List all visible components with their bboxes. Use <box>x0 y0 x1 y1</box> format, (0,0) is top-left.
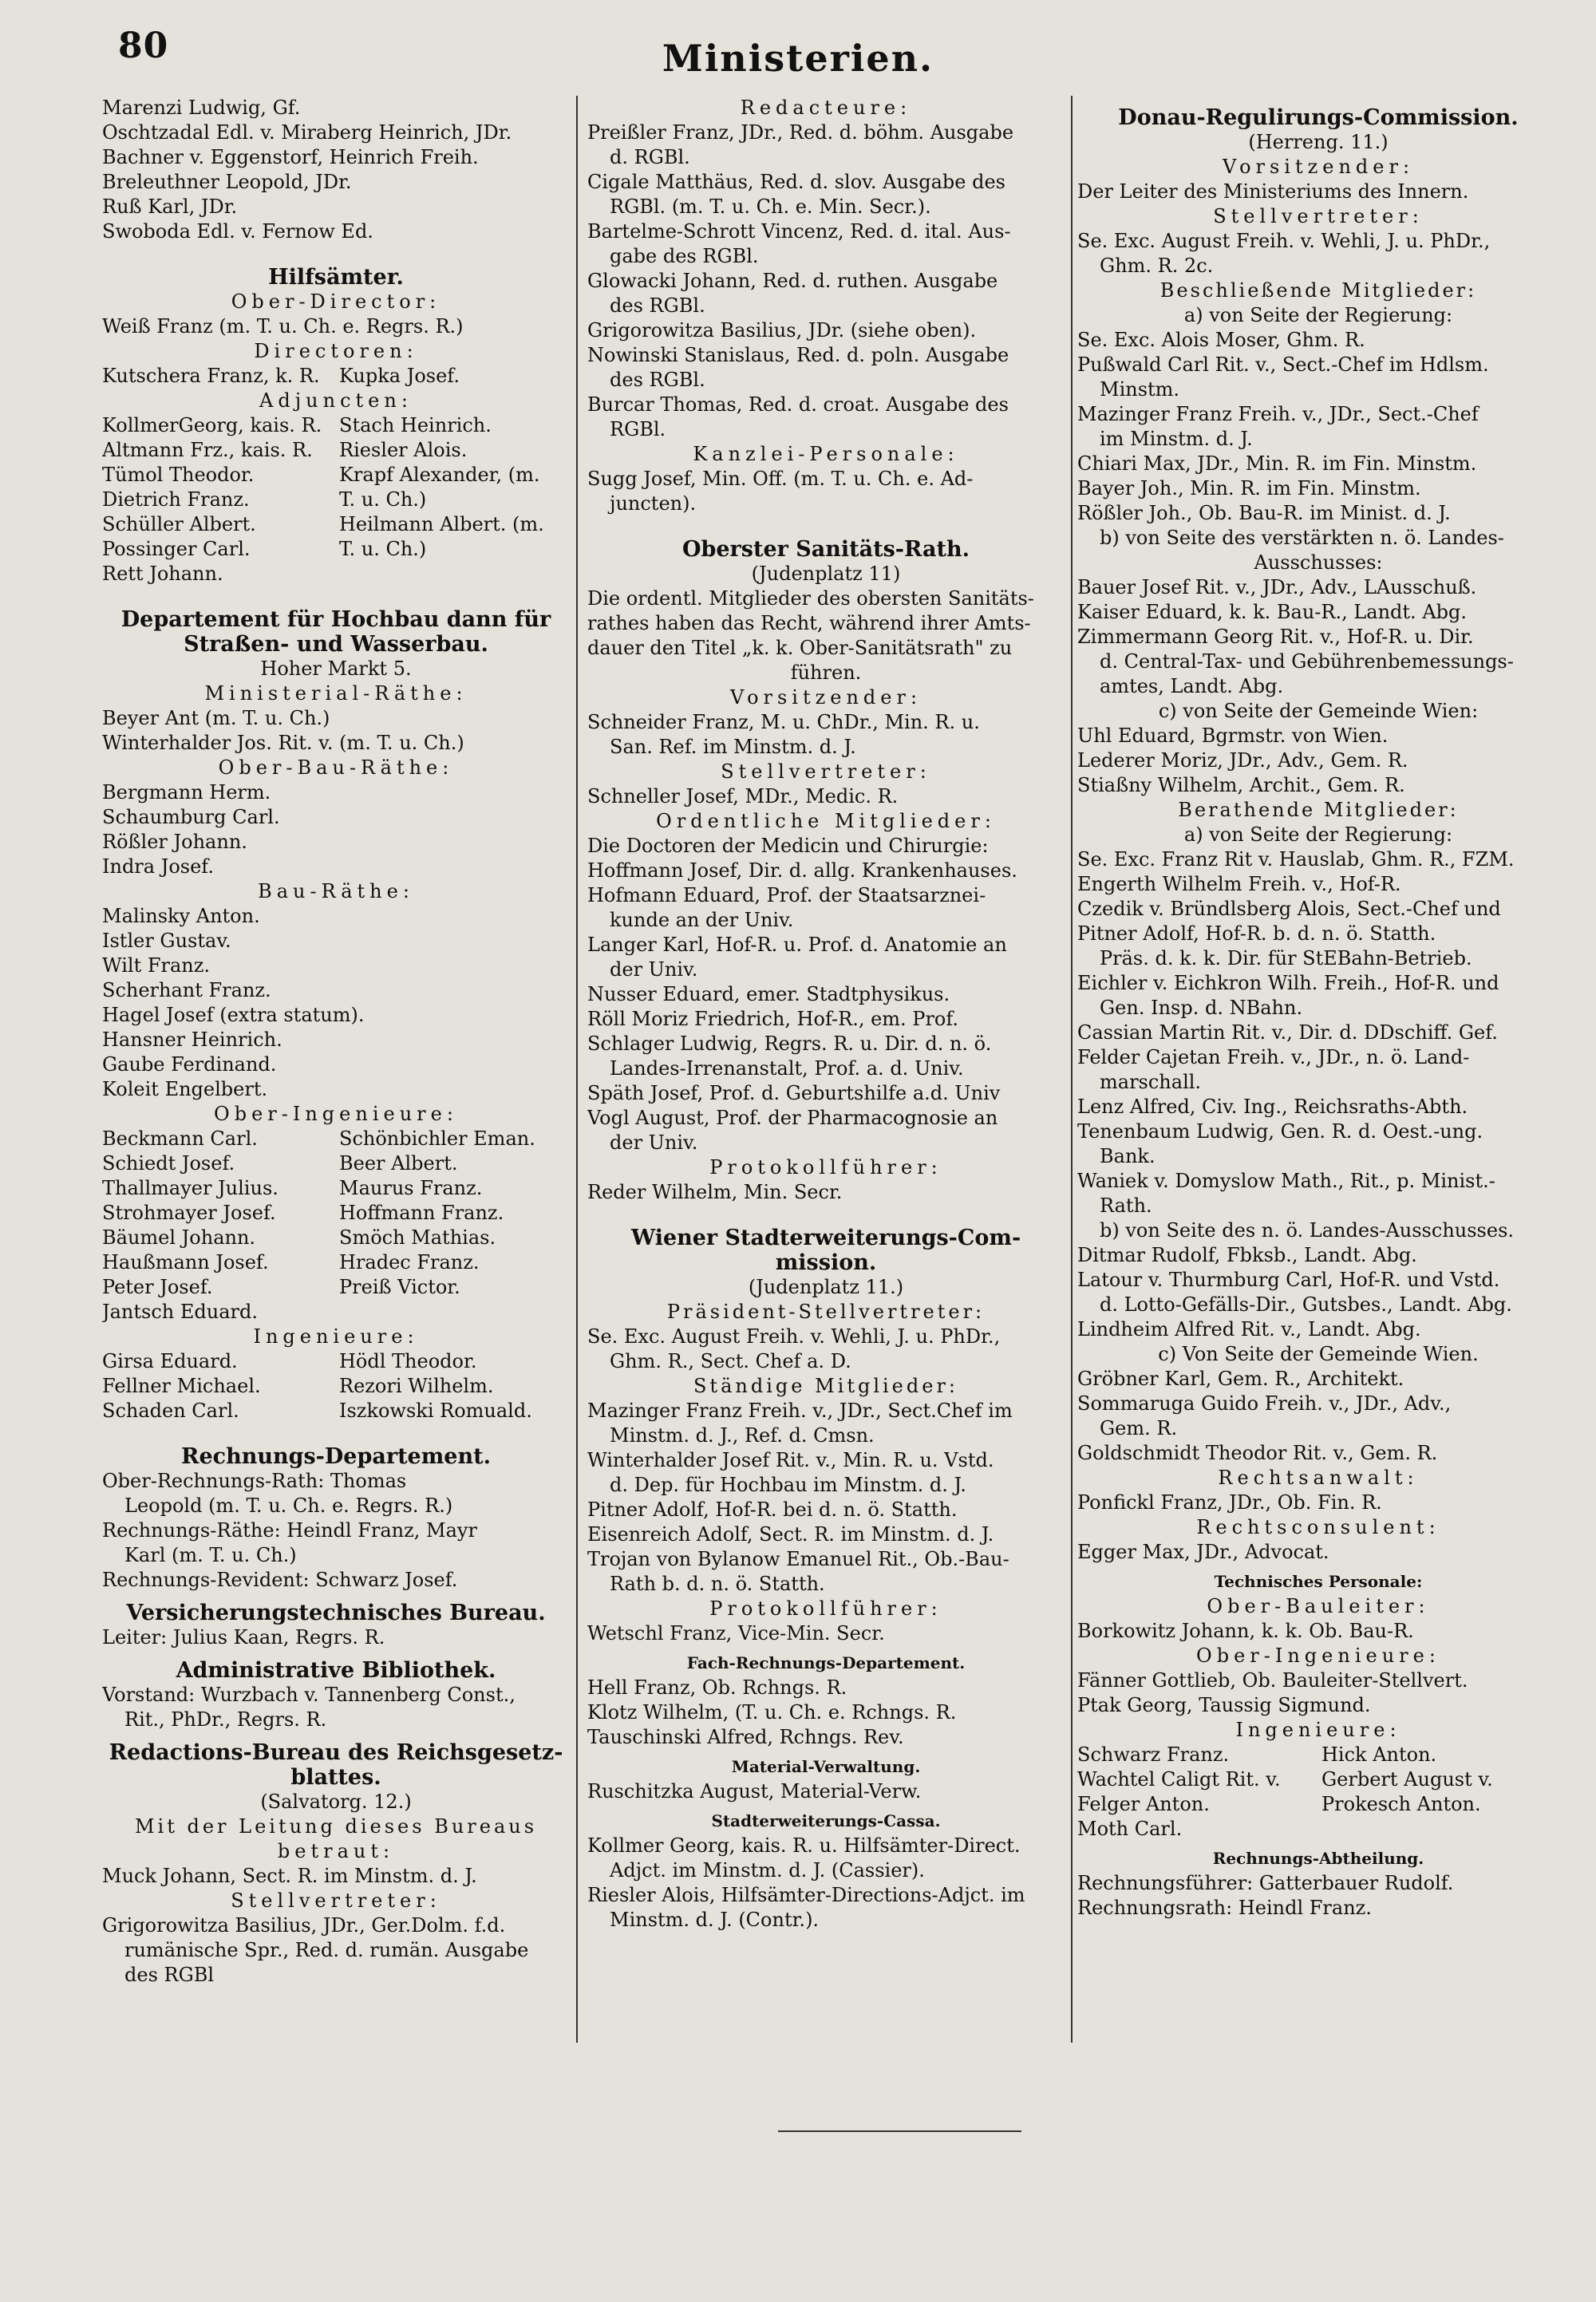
section-heading-redaction-cont: blattes. <box>290 1765 381 1790</box>
name-cell: Preiß Victor. <box>339 1276 460 1298</box>
section-heading-redaction: Redactions-Bureau des Reichsgesetz- <box>109 1740 563 1765</box>
text-line: Uhl Eduard, Bgrmstr. von Wien. <box>1077 725 1389 747</box>
text-line: der Univ. <box>610 958 698 981</box>
text-line: Späth Josef, Prof. d. Geburtshilfe a.d. Univ <box>587 1082 1001 1104</box>
text-line: Adjct. im Minstm. d. J. (Cassier). <box>610 1859 925 1881</box>
text-line: Fänner Gottlieb, Ob. Bauleiter-Stellvert. <box>1077 1669 1468 1692</box>
name-cell: Peter Josef. <box>102 1276 213 1298</box>
name-cell: Heilmann Albert. (m. <box>339 513 544 535</box>
text-line: juncten). <box>610 492 697 515</box>
text-line: Leiter: Julius Kaan, Regrs. R. <box>102 1626 385 1649</box>
subheading: Ober-Director: <box>231 290 441 313</box>
subheading: Vorsitzender: <box>1222 156 1415 178</box>
name-cell: T. u. Ch.) <box>339 538 427 560</box>
text-line: betraut: <box>277 1840 395 1862</box>
two-col-row <box>102 1275 570 1300</box>
two-col-row <box>102 562 570 586</box>
name-line: Wilt Franz. <box>102 954 211 977</box>
subheading: Rechtsconsulent: <box>1196 1516 1440 1538</box>
subheading: Stellvertreter: <box>721 760 931 783</box>
text-line: rumänische Spr., Red. d. rumän. Ausgabe <box>124 1939 529 1961</box>
section-heading-versicherung: Versicherungstechnisches Bureau. <box>126 1601 546 1625</box>
text-line: im Minstm. d. J. <box>1100 428 1253 450</box>
name-line: Gaube Ferdinand. <box>102 1053 277 1076</box>
text-line: Winterhalder Josef Rit. v., Min. R. u. Vstd. <box>587 1449 994 1471</box>
two-col-row <box>102 1201 570 1226</box>
text-line: Goldschmidt Theodor Rit. v., Gem. R. <box>1077 1442 1438 1464</box>
name-line: Swoboda Edl. v. Fernow Ed. <box>102 220 373 243</box>
name-line: Scherhant Franz. <box>102 979 271 1001</box>
section-heading-hochbau: Departement für Hochbau dann für <box>120 607 551 632</box>
name-cell: Wachtel Caligt Rit. v. <box>1077 1768 1281 1791</box>
name-cell: T. u. Ch.) <box>339 488 427 511</box>
text-line: Mazinger Franz Freih. v., JDr., Sect.-Chef <box>1077 403 1479 425</box>
text-line: Riesler Alois, Hilfsämter-Directions-Adjct. im <box>587 1884 1025 1906</box>
text-line: Trojan von Bylanow Emanuel Rit., Ob.-Bau- <box>587 1548 1009 1570</box>
text-line: Stiaßny Wilhelm, Archit., Gem. R. <box>1077 774 1405 796</box>
text-line: Gen. Insp. d. NBahn. <box>1100 997 1303 1019</box>
subheading: Redacteure: <box>740 97 912 119</box>
text-line: Se. Exc. Franz Rit v. Hauslab, Ghm. R., FZM. <box>1077 848 1515 871</box>
group-label: c) Von Seite der Gemeinde Wien. <box>1158 1343 1479 1365</box>
name-cell: Possinger Carl. <box>102 538 251 560</box>
two-col-row <box>102 488 570 512</box>
text-line: Ruschitzka August, Material-Verw. <box>587 1780 922 1803</box>
text-line: führen. <box>790 661 862 684</box>
text-line: der Univ. <box>610 1131 698 1154</box>
text-line: Bank. <box>1100 1145 1156 1167</box>
subheading: Beschließende Mitglieder: <box>1159 279 1477 302</box>
text-line: Leopold (m. T. u. Ch. e. Regrs. R.) <box>124 1495 453 1517</box>
text-line: Tauschinski Alfred, Rchngs. Rev. <box>587 1726 904 1748</box>
text-line: Eichler v. Eichkron Wilh. Freih., Hof-R. und <box>1077 972 1499 994</box>
text-line: Pußwald Carl Rit. v., Sect.-Chef im Hdlsm. <box>1077 353 1489 376</box>
text-line: Minstm. d. J., Ref. d. Cmsn. <box>610 1424 875 1447</box>
name-line: Winterhalder Jos. Rit. v. (m. T. u. Ch.) <box>102 732 464 754</box>
end-rule <box>778 2130 1021 2132</box>
text-line: Die ordentl. Mitglieder des obersten Sanitäts- <box>587 587 1034 610</box>
two-col-row <box>102 1151 570 1176</box>
two-col-row <box>102 1349 570 1374</box>
two-col-row <box>102 1127 570 1151</box>
column-middle <box>587 96 1065 1933</box>
text-line: Bauer Josef Rit. v., JDr., Adv., LAusschuß. <box>1077 576 1477 598</box>
text-line: Bayer Joh., Min. R. im Fin. Minstm. <box>1077 477 1421 499</box>
text-line: Se. Exc. August Freih. v. Wehli, J. u. PhDr., <box>587 1325 1001 1348</box>
text-line: Rechnungs-Revident: Schwarz Josef. <box>102 1569 458 1591</box>
subheading: Ordentliche Mitglieder: <box>656 810 996 832</box>
two-col-row <box>102 1250 570 1275</box>
name-line: Bachner v. Eggenstorf, Heinrich Freih. <box>102 146 479 168</box>
text-line: Muck Johann, Sect. R. im Minstm. d. J. <box>102 1865 477 1887</box>
name-cell: Tümol Theodor. <box>102 464 255 486</box>
group-label: b) von Seite des verstärkten n. ö. Landes- <box>1100 527 1504 549</box>
text-line: Bartelme-Schrott Vincenz, Red. d. ital. Aus- <box>587 220 1011 243</box>
text-line: Latour v. Thurmburg Carl, Hof-R. und Vstd. <box>1077 1269 1500 1291</box>
text-line: d. RGBl. <box>610 146 690 168</box>
name-cell: Dietrich Franz. <box>102 488 250 511</box>
name-cell: Altmann Frz., kais. R. <box>102 439 313 461</box>
subheading: Ständige Mitglieder: <box>693 1375 959 1397</box>
two-col-row <box>1077 1743 1559 1767</box>
text-line: Ober-Rechnungs-Rath: Thomas <box>102 1470 407 1492</box>
text-line: Grigorowitza Basilius, JDr. (siehe oben). <box>587 319 977 342</box>
section-heading-rechnungs: Rechnungs-Departement. <box>181 1444 491 1469</box>
name-cell: Moth Carl. <box>1077 1818 1183 1840</box>
group-label: a) von Seite der Regierung: <box>1183 823 1453 846</box>
name-line: Oschtzadal Edl. v. Miraberg Heinrich, JDr. <box>102 121 512 144</box>
text-line: Grigorowitza Basilius, JDr., Ger.Dolm. f.d. <box>102 1914 506 1937</box>
text-line: Minstm. d. J. (Contr.). <box>610 1909 820 1931</box>
text-line: Rit., PhDr., Regrs. R. <box>124 1708 327 1731</box>
subheading: Ober-Bauleiter: <box>1207 1595 1430 1617</box>
text-line: Schneller Josef, MDr., Medic. R. <box>587 785 899 807</box>
name-line: Bergmann Herm. <box>102 781 271 804</box>
subheading: Stellvertreter: <box>1213 205 1424 227</box>
text-line: Eisenreich Adolf, Sect. R. im Minstm. d. J. <box>587 1523 994 1546</box>
text-line: Hell Franz, Ob. Rchngs. R. <box>587 1676 847 1699</box>
address: (Judenplatz 11.) <box>748 1276 904 1298</box>
name-cell: Rett Johann. <box>102 563 223 585</box>
text-line: Hoffmann Josef, Dir. d. allg. Krankenhauses. <box>587 859 1017 882</box>
two-col-row <box>102 438 570 463</box>
two-col-row <box>102 463 570 488</box>
subheading: Berathende Mitglieder: <box>1178 799 1459 821</box>
group-label: Ausschusses: <box>1254 551 1383 574</box>
name-cell: Schiedt Josef. <box>102 1152 235 1175</box>
text-line: Hofmann Eduard, Prof. der Staatsarznei- <box>587 884 986 906</box>
text-line: Landes-Irrenanstalt, Prof. a. d. Univ. <box>610 1057 964 1080</box>
text-line: Pitner Adolf, Hof-R. bei d. n. ö. Statth. <box>587 1498 958 1521</box>
name-cell: Kutschera Franz, k. R. <box>102 365 320 387</box>
section-heading-stadterweiterung: Wiener Stadterweiterungs-Com- <box>630 1226 1021 1250</box>
name-cell: Gerbert August v. <box>1321 1768 1493 1791</box>
two-col-row <box>102 1176 570 1201</box>
subheading: Protokollführer: <box>709 1156 942 1179</box>
name-line: Beyer Ant (m. T. u. Ch.) <box>102 707 330 729</box>
subheading: Ingenieure: <box>1235 1719 1401 1741</box>
name-cell: Krapf Alexander, (m. <box>339 464 540 486</box>
name-cell: Girsa Eduard. <box>102 1350 238 1372</box>
section-heading-donau: Donau-Regulirungs-Commission. <box>1118 105 1519 130</box>
text-line: Cigale Matthäus, Red. d. slov. Ausgabe des <box>587 171 1005 193</box>
text-line: San. Ref. im Minstm. d. J. <box>610 736 856 758</box>
text-line: Engerth Wilhelm Freih. v., Hof-R. <box>1077 873 1401 895</box>
name-cell: Hick Anton. <box>1321 1743 1437 1766</box>
text-line: Ghm. R. 2c. <box>1100 255 1214 277</box>
text-line: RGBl. (m. T. u. Ch. e. Min. Secr.). <box>610 195 931 218</box>
name-cell <box>1315 1817 1559 1842</box>
text-line: RGBl. <box>610 418 666 440</box>
text-line: Rößler Joh., Ob. Bau-R. im Minist. d. J. <box>1077 502 1451 524</box>
name-cell: Schwarz Franz. <box>1077 1743 1230 1766</box>
text-line: Ghm. R., Sect. Chef a. D. <box>610 1350 851 1372</box>
text-line: Zimmermann Georg Rit. v., Hof-R. u. Dir. <box>1077 626 1474 648</box>
text-line: Ditmar Rudolf, Fbksb., Landt. Abg. <box>1077 1244 1417 1266</box>
text-line: Glowacki Johann, Red. d. ruthen. Ausgabe <box>587 270 998 292</box>
name-cell: Smöch Mathias. <box>339 1226 496 1249</box>
name-cell: Fellner Michael. <box>102 1375 261 1397</box>
name-line: Breleuthner Leopold, JDr. <box>102 171 352 193</box>
page-number: 80 <box>118 26 169 66</box>
name-cell: Riesler Alois. <box>339 439 468 461</box>
subheading: Bau-Räthe: <box>258 880 414 902</box>
text-line: Nusser Eduard, emer. Stadtphysikus. <box>587 983 950 1005</box>
subsection-heading-fach: Fach-Rechnungs-Departement. <box>686 1653 966 1672</box>
text-line: des RGBl <box>124 1964 215 1986</box>
column-rule-right <box>1071 96 1073 2043</box>
two-col-row <box>102 537 570 562</box>
name-line: Koleit Engelbert. <box>102 1078 268 1100</box>
subheading: Ministerial-Räthe: <box>204 682 468 705</box>
text-line: Lenz Alfred, Civ. Ing., Reichsraths-Abth. <box>1077 1096 1468 1118</box>
text-line: Reder Wilhelm, Min. Secr. <box>587 1181 843 1203</box>
text-line: Rath. <box>1100 1194 1152 1217</box>
text-line: Ponfickl Franz, JDr., Ob. Fin. R. <box>1077 1491 1382 1514</box>
name-cell: Thallmayer Julius. <box>102 1177 279 1199</box>
text-line: Se. Exc. Alois Moser, Ghm. R. <box>1077 329 1365 351</box>
group-label: b) von Seite des n. ö. Landes-Ausschusses. <box>1100 1219 1515 1242</box>
text-line: Gröbner Karl, Gem. R., Architekt. <box>1077 1368 1404 1390</box>
text-line: Wetschl Franz, Vice-Min. Secr. <box>587 1622 885 1645</box>
text-line: Präs. d. k. k. Dir. für StEBahn-Betrieb. <box>1100 947 1472 969</box>
text-line: Cassian Martin Rit. v., Dir. d. DDschiff. Gef. <box>1077 1021 1498 1044</box>
text-line: Pitner Adolf, Hof-R. b. d. n. ö. Statth. <box>1077 922 1436 945</box>
address: Hoher Markt 5. <box>260 657 412 680</box>
name-cell: Jantsch Eduard. <box>102 1301 258 1323</box>
subheading: Protokollführer: <box>709 1597 942 1620</box>
subsection-heading-material: Material-Verwaltung. <box>731 1757 921 1776</box>
subheading: Stellvertreter: <box>231 1889 441 1912</box>
name-cell: Haußmann Josef. <box>102 1251 269 1273</box>
name-cell: Hradec Franz. <box>339 1251 480 1273</box>
text-line: Preißler Franz, JDr., Red. d. böhm. Ausgabe <box>587 121 1014 144</box>
text-line: Kollmer Georg, kais. R. u. Hilfsämter-Direct. <box>587 1834 1021 1857</box>
subheading: Ober-Bau-Räthe: <box>218 756 454 779</box>
subheading: Rechtsanwalt: <box>1218 1467 1419 1489</box>
text-line: Schneider Franz, M. u. ChDr., Min. R. u. <box>587 711 980 733</box>
text-line: Borkowitz Johann, k. k. Ob. Bau-R. <box>1077 1620 1414 1642</box>
two-col-row <box>1077 1767 1559 1792</box>
text-line: Rechnungsführer: Gatterbauer Rudolf. <box>1077 1872 1454 1894</box>
two-col-row <box>102 512 570 537</box>
text-line: Vogl August, Prof. der Pharmacognosie an <box>587 1107 998 1129</box>
subsection-heading-technisches: Technisches Personale: <box>1214 1572 1423 1591</box>
two-col-row <box>102 1226 570 1250</box>
text-line: Mazinger Franz Freih. v., JDr., Sect.Chef im <box>587 1400 1013 1422</box>
text-line: Schlager Ludwig, Regrs. R. u. Dir. d. n. ö. <box>587 1033 992 1055</box>
name-cell <box>333 562 570 586</box>
name-cell: Schönbichler Eman. <box>339 1127 535 1150</box>
text-line: rathes haben das Recht, während ihrer Amts- <box>587 612 1031 634</box>
section-heading-hochbau-cont: Straßen- und Wasserbau. <box>184 632 488 657</box>
text-line: Egger Max, JDr., Advocat. <box>1077 1541 1329 1563</box>
column-left <box>102 96 570 1988</box>
text-line: Burcar Thomas, Red. d. croat. Ausgabe des <box>587 393 1009 416</box>
name-cell: Iszkowski Romuald. <box>339 1400 532 1422</box>
text-line: des RGBl. <box>610 294 705 317</box>
subheading: Präsident-Stellvertreter: <box>666 1301 986 1323</box>
section-heading-hilfsaemter: Hilfsämter. <box>268 265 404 290</box>
text-line: Rechnungsrath: Heindl Franz. <box>1077 1897 1372 1919</box>
group-label: a) von Seite der Regierung: <box>1183 304 1453 326</box>
text-line: Kaiser Eduard, k. k. Bau-R., Landt. Abg. <box>1077 601 1468 623</box>
text-line: Felder Cajetan Freih. v., JDr., n. ö. Land- <box>1077 1046 1470 1068</box>
running-head: Ministerien. <box>662 37 934 80</box>
two-col-row <box>1077 1792 1559 1817</box>
column-right <box>1077 96 1559 1921</box>
name-cell: Rezori Wilhelm. <box>339 1375 494 1397</box>
name-line: Marenzi Ludwig, Gf. <box>102 97 301 119</box>
name-line: Schaumburg Carl. <box>102 806 280 828</box>
text-line: Klotz Wilhelm, (T. u. Ch. e. Rchngs. R. <box>587 1701 957 1724</box>
name-line: Indra Josef. <box>102 855 214 878</box>
two-col-row <box>102 1300 570 1325</box>
name-line: Weiß Franz (m. T. u. Ch. e. Regrs. R.) <box>102 315 464 338</box>
section-heading-stadterweiterung-cont: mission. <box>775 1250 877 1275</box>
text-line: d. Central-Tax- und Gebührenbemessungs- <box>1100 650 1514 673</box>
text-line: marschall. <box>1100 1071 1202 1093</box>
text-line: Gem. R. <box>1100 1417 1178 1439</box>
text-line: dauer den Titel „k. k. Ober-Sanitätsrath" zu <box>587 637 1013 659</box>
subheading: Adjuncten: <box>259 389 413 412</box>
name-cell: Hoffmann Franz. <box>339 1202 504 1224</box>
text-line: Nowinski Stanislaus, Red. d. poln. Ausgabe <box>587 344 1009 366</box>
text-line: Sugg Josef, Min. Off. (m. T. u. Ch. e. Ad- <box>587 468 974 490</box>
text-line: Rath b. d. n. ö. Statth. <box>610 1573 825 1595</box>
text-line: Die Doctoren der Medicin und Chirurgie: <box>587 835 989 857</box>
subheading: Ober-Ingenieure: <box>1196 1645 1440 1667</box>
name-cell <box>333 1300 570 1325</box>
section-heading-sanitaet: Oberster Sanitäts-Rath. <box>681 537 970 562</box>
name-line: Istler Gustav. <box>102 930 231 952</box>
name-cell: Beckmann Carl. <box>102 1127 258 1150</box>
name-cell: Prokesch Anton. <box>1321 1793 1481 1815</box>
group-label: c) von Seite der Gemeinde Wien: <box>1158 700 1479 722</box>
two-col-row <box>102 364 570 389</box>
text-line: Sommaruga Guido Freih. v., JDr., Adv., <box>1077 1392 1452 1415</box>
subheading: Ober-Ingenieure: <box>214 1103 458 1125</box>
name-cell: Schaden Carl. <box>102 1400 239 1422</box>
name-cell: Kupka Josef. <box>339 365 460 387</box>
text-line: Tenenbaum Ludwig, Gen. R. d. Oest.-ung. <box>1077 1120 1483 1143</box>
name-cell: Stach Heinrich. <box>339 414 492 436</box>
name-line: Malinsky Anton. <box>102 905 260 927</box>
subsection-heading-cassa: Stadterweiterungs-Cassa. <box>711 1811 941 1830</box>
subheading: Vorsitzender: <box>729 686 922 709</box>
text-line: d. Lotto-Gefälls-Dir., Gutsbes., Landt. Abg. <box>1100 1293 1512 1316</box>
text-line: Mit der Leitung dieses Bureaus <box>134 1815 538 1838</box>
name-line: Ruß Karl, JDr. <box>102 195 238 218</box>
two-col-row <box>102 1374 570 1399</box>
text-line: Ptak Georg, Taussig Sigmund. <box>1077 1694 1371 1716</box>
subsection-heading-rechnungs-abth: Rechnungs-Abtheilung. <box>1212 1849 1424 1868</box>
text-line: Rechnungs-Räthe: Heindl Franz, Mayr <box>102 1519 477 1542</box>
name-line: Hagel Josef (extra statum). <box>102 1004 365 1026</box>
text-line: Lederer Moriz, JDr., Adv., Gem. R. <box>1077 749 1408 772</box>
address: (Judenplatz 11) <box>751 563 901 585</box>
section-heading-bibliothek: Administrative Bibliothek. <box>176 1658 496 1683</box>
two-col-row <box>102 1399 570 1423</box>
two-col-row <box>1077 1817 1559 1842</box>
two-col-row <box>102 413 570 438</box>
text-line: Langer Karl, Hof-R. u. Prof. d. Anatomie an <box>587 934 1007 956</box>
text-line: Der Leiter des Ministeriums des Innern. <box>1077 180 1469 203</box>
text-line: d. Dep. für Hochbau im Minstm. d. J. <box>610 1474 966 1496</box>
text-line: des RGBl. <box>610 369 705 391</box>
name-line: Hansner Heinrich. <box>102 1029 282 1051</box>
text-line: kunde an der Univ. <box>610 909 794 931</box>
subheading: Directoren: <box>254 340 418 362</box>
text-line: Chiari Max, JDr., Min. R. im Fin. Minstm. <box>1077 452 1477 475</box>
text-line: Czedik v. Bründlsberg Alois, Sect.-Chef und <box>1077 898 1501 920</box>
text-line: amtes, Landt. Abg. <box>1100 675 1284 697</box>
name-cell: Maurus Franz. <box>339 1177 483 1199</box>
text-line: Röll Moriz Friedrich, Hof-R., em. Prof. <box>587 1008 959 1030</box>
name-cell: Felger Anton. <box>1077 1793 1210 1815</box>
text-line: gabe des RGBl. <box>610 245 759 267</box>
subheading: Ingenieure: <box>253 1325 419 1348</box>
address: (Salvatorg. 12.) <box>260 1791 412 1813</box>
address: (Herreng. 11.) <box>1248 131 1389 153</box>
text-line: Karl (m. T. u. Ch.) <box>124 1544 297 1566</box>
text-line: Lindheim Alfred Rit. v., Landt. Abg. <box>1077 1318 1421 1341</box>
column-rule-left <box>576 96 578 2043</box>
name-cell: Bäumel Johann. <box>102 1226 256 1249</box>
name-cell: KollmerGeorg, kais. R. <box>102 414 322 436</box>
name-line: Rößler Johann. <box>102 831 247 853</box>
name-cell: Hödl Theodor. <box>339 1350 477 1372</box>
name-cell: Beer Albert. <box>339 1152 458 1175</box>
text-line: Waniek v. Domyslow Math., Rit., p. Minist.- <box>1077 1170 1495 1192</box>
subheading: Kanzlei-Personale: <box>693 443 959 465</box>
text-line: Vorstand: Wurzbach v. Tannenberg Const., <box>102 1684 516 1706</box>
text-line: Minstm. <box>1100 378 1180 401</box>
text-line: Se. Exc. August Freih. v. Wehli, J. u. PhDr., <box>1077 230 1491 252</box>
name-cell: Schüller Albert. <box>102 513 256 535</box>
name-cell: Strohmayer Josef. <box>102 1202 276 1224</box>
